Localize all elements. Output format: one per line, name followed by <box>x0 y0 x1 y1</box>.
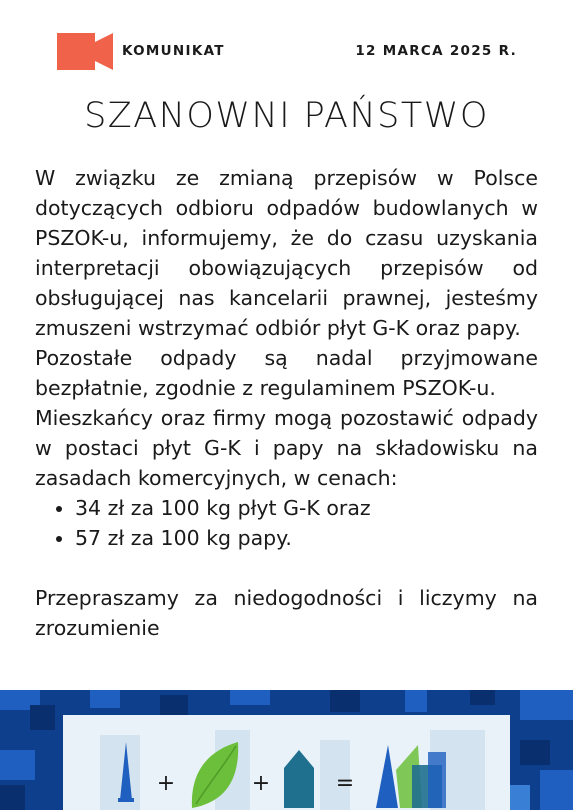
announcement-body <box>35 163 538 643</box>
plus-sign-1: + <box>156 771 176 796</box>
combined-city-icon <box>376 745 446 808</box>
closing-text: Przepraszamy za niedogodności i liczymy na zrozumienie <box>35 586 538 640</box>
plus-sign-2: + <box>251 771 271 796</box>
header <box>0 0 573 100</box>
paragraph-3: Mieszkańcy oraz firmy mogą pozostawić odpady w postaci płyt G-K i papy na składowisku na zasadach komercyjnych, w cenach: <box>35 406 538 490</box>
price-item-plasterboard: • 34 zł za 100 kg płyt G-K oraz <box>75 493 538 523</box>
paragraph-2: Pozostałe odpady są nadal przyjmowane bezpłatnie, zgodnie z regulaminem PSZOK-u. <box>35 346 538 400</box>
header-label: KOMUNIKAT <box>122 43 225 59</box>
page-title: SZANOWNI PAŃSTWO <box>84 96 489 136</box>
price-item-roofing-felt: • 57 zł za 100 kg papy. <box>75 523 538 553</box>
banner-graphic <box>0 690 573 810</box>
paragraph-1: W związku ze zmianą przepisów w Polsce dotyczących odbioru odpadów budowlanych w PSZOK-u, informujemy, że do czasu uzyskania interpretacji obowiązujących przepisów od obsługującej nas kancelarii prawnej, jesteśmy zmuszeni wstrzymać odbiór płyt G-K oraz papy. <box>35 166 538 340</box>
price-list <box>35 493 538 553</box>
bottom-banner <box>0 690 573 810</box>
camera-logo-icon <box>57 33 113 70</box>
equals-sign: = <box>335 771 355 796</box>
header-date: 12 MARCA 2025 R. <box>355 43 517 59</box>
